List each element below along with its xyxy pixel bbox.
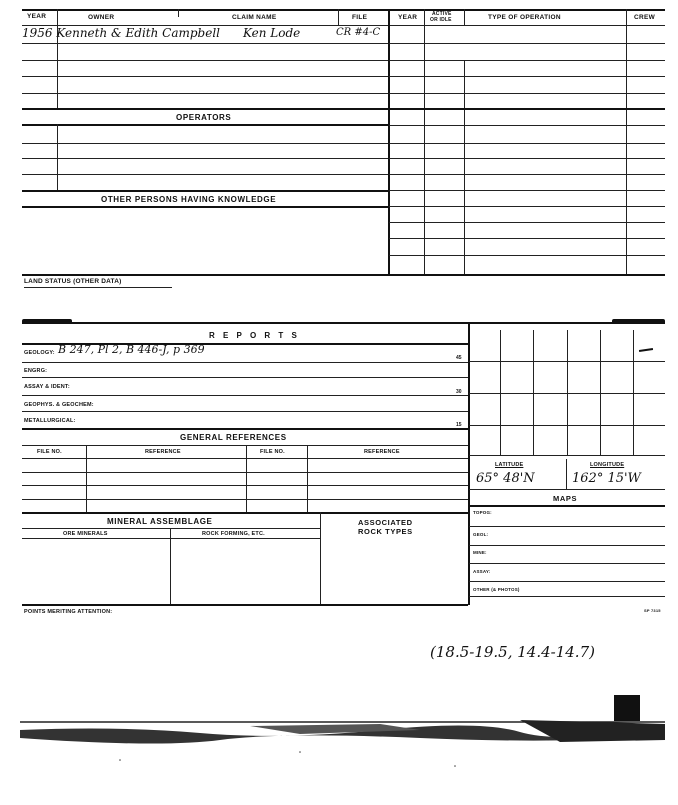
map-row-other: OTHER (& PHOTOS)	[473, 587, 520, 592]
entry-claim-name: Ken Lode	[243, 26, 301, 40]
map-row-mine: MINE:	[473, 550, 487, 555]
grid-pen-mark	[639, 348, 653, 352]
map-row-topog: TOPOG:	[473, 510, 492, 515]
report-geology-label: GEOLOGY:	[24, 350, 55, 356]
entry-file: CR #4-C	[336, 27, 381, 38]
latitude-label: LATITUDE	[495, 462, 524, 468]
map-row-geol: GEOL:	[473, 532, 489, 537]
header-active: ACTIVE	[432, 11, 452, 17]
latitude-value: 65° 48'N	[476, 471, 535, 486]
report-code-15: 15	[456, 422, 462, 428]
header-claim-name: CLAIM NAME	[232, 14, 277, 21]
longitude-label: LONGITUDE	[590, 462, 625, 468]
header-owner: OWNER	[88, 14, 115, 21]
land-status-label: LAND STATUS (OTHER DATA)	[24, 278, 122, 285]
ref-header-file-no-2: FILE NO.	[260, 449, 285, 455]
ref-header-reference-1: REFERENCE	[145, 449, 181, 455]
points-meriting-attention: POINTS MERITING ATTENTION:	[24, 609, 113, 615]
ref-header-reference-2: REFERENCE	[364, 449, 400, 455]
other-persons-title: OTHER PERSONS HAVING KNOWLEDGE	[101, 195, 277, 204]
header-year: YEAR	[27, 13, 47, 20]
form-code: SP 7315	[644, 608, 661, 613]
rock-forming-header: ROCK FORMING, ETC.	[202, 531, 265, 537]
header-or-idle: OR IDLE	[430, 17, 452, 23]
associated-rock-types-line2: ROCK TYPES	[358, 527, 413, 536]
report-code-45: 45	[456, 355, 462, 361]
report-metallurgical-label: METALLURGICAL:	[24, 418, 76, 424]
associated-rock-types-line1: ASSOCIATED	[358, 518, 413, 527]
report-code-30: 30	[456, 389, 462, 395]
report-geophys-label: GEOPHYS. & GEOCHEM:	[24, 402, 94, 408]
header-file: FILE	[352, 14, 368, 21]
ore-minerals-header: ORE MINERALS	[63, 531, 108, 537]
entry-year-owner: 1956 Kenneth & Edith Campbell	[22, 26, 221, 40]
report-geology-value: B 247, Pl 2, B 446-J, p 369	[58, 343, 205, 356]
longitude-value: 162° 15'W	[572, 471, 641, 486]
report-engrg-label: ENGRG:	[24, 368, 48, 374]
coordinate-annotation: (18.5-19.5, 14.4-14.7)	[430, 643, 595, 661]
mineral-assemblage-title: MINERAL ASSEMBLAGE	[107, 517, 213, 526]
header-year-2: YEAR	[398, 14, 418, 21]
scan-noise-band	[0, 700, 678, 770]
operators-title: OPERATORS	[176, 113, 232, 122]
reports-title: R E P O R T S	[209, 331, 300, 340]
maps-title: MAPS	[553, 494, 578, 503]
ref-header-file-no-1: FILE NO.	[37, 449, 62, 455]
header-crew: CREW	[634, 14, 656, 21]
header-type-of-operation: TYPE OF OPERATION	[488, 14, 561, 21]
report-assay-label: ASSAY & IDENT:	[24, 384, 70, 390]
general-references-title: GENERAL REFERENCES	[180, 433, 287, 442]
map-row-assay: ASSAY:	[473, 569, 491, 574]
